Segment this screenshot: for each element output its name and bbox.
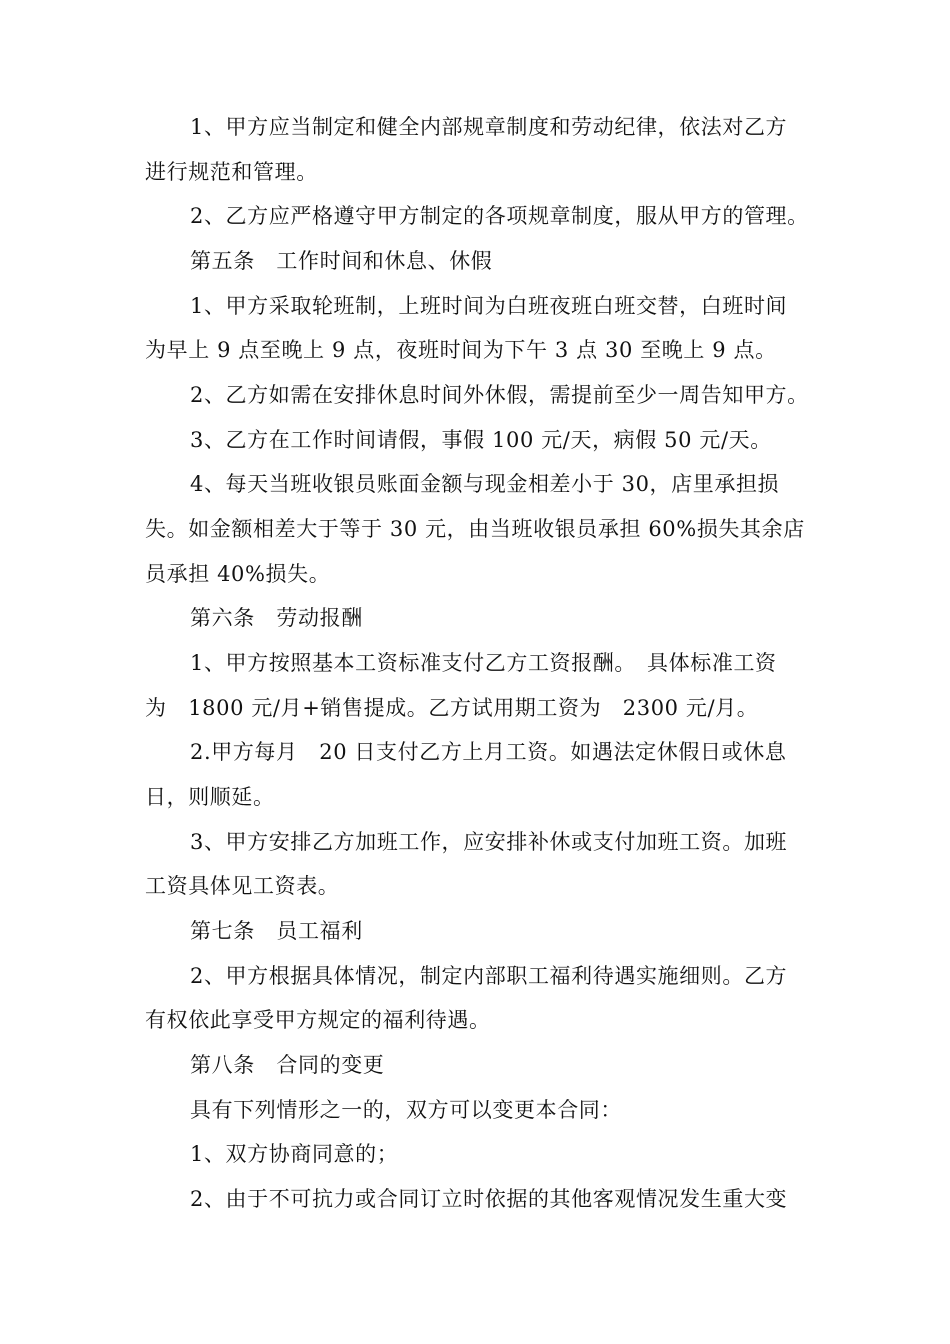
article-6-item-1-line-1: 1、甲方按照基本工资标准支付乙方工资报酬。 具体标准工资	[190, 651, 777, 675]
article-5-item-4-line-3: 员承担 40%损失。	[145, 562, 331, 586]
article-5-heading: 第五条 工作时间和休息、休假	[190, 249, 493, 273]
article-5-item-2: 2、乙方如需在安排休息时间外休假，需提前至少一周告知甲方。	[190, 383, 809, 407]
clause-4-item-2: 2、乙方应严格遵守甲方制定的各项规章制度，服从甲方的管理。	[190, 204, 809, 228]
article-7-heading: 第七条 员工福利	[190, 919, 363, 943]
clause-4-item-1-line-1: 1、甲方应当制定和健全内部规章制度和劳动纪律，依法对乙方	[190, 115, 788, 139]
article-6-item-3-line-1: 3、甲方安排乙方加班工作，应安排补休或支付加班工资。加班	[190, 830, 788, 854]
article-8-item-2-line-1: 2、由于不可抗力或合同订立时依据的其他客观情况发生重大变	[190, 1187, 788, 1211]
article-6-item-2-line-2: 日，则顺延。	[145, 785, 275, 809]
article-5-item-1-line-2: 为早上 9 点至晚上 9 点，夜班时间为下午 3 点 30 至晚上 9 点。	[145, 338, 777, 362]
clause-4-item-1-line-2: 进行规范和管理。	[145, 160, 318, 184]
article-6-item-1-line-2: 为 1800 元/月+销售提成。乙方试用期工资为 2300 元/月。	[145, 696, 759, 720]
article-8-item-1: 1、双方协商同意的；	[190, 1142, 399, 1166]
article-8-intro: 具有下列情形之一的，双方可以变更本合同：	[190, 1098, 622, 1122]
article-8-heading: 第八条 合同的变更	[190, 1053, 385, 1077]
article-7-item-2-line-1: 2、甲方根据具体情况，制定内部职工福利待遇实施细则。乙方	[190, 964, 788, 988]
article-5-item-4-line-2: 失。如金额相差大于等于 30 元，由当班收银员承担 60%损失其余店	[145, 517, 805, 541]
article-7-item-2-line-2: 有权依此享受甲方规定的福利待遇。	[145, 1008, 491, 1032]
article-6-heading: 第六条 劳动报酬	[190, 606, 363, 630]
article-5-item-3: 3、乙方在工作时间请假，事假 100 元/天，病假 50 元/天。	[190, 428, 772, 452]
article-5-item-4-line-1: 4、每天当班收银员账面金额与现金相差小于 30，店里承担损	[190, 472, 780, 496]
article-5-item-1-line-1: 1、甲方采取轮班制，上班时间为白班夜班白班交替，白班时间	[190, 294, 788, 318]
article-6-item-3-line-2: 工资具体见工资表。	[145, 874, 340, 898]
article-6-item-2-line-1: 2.甲方每月 20 日支付乙方上月工资。如遇法定休假日或休息	[190, 740, 787, 764]
